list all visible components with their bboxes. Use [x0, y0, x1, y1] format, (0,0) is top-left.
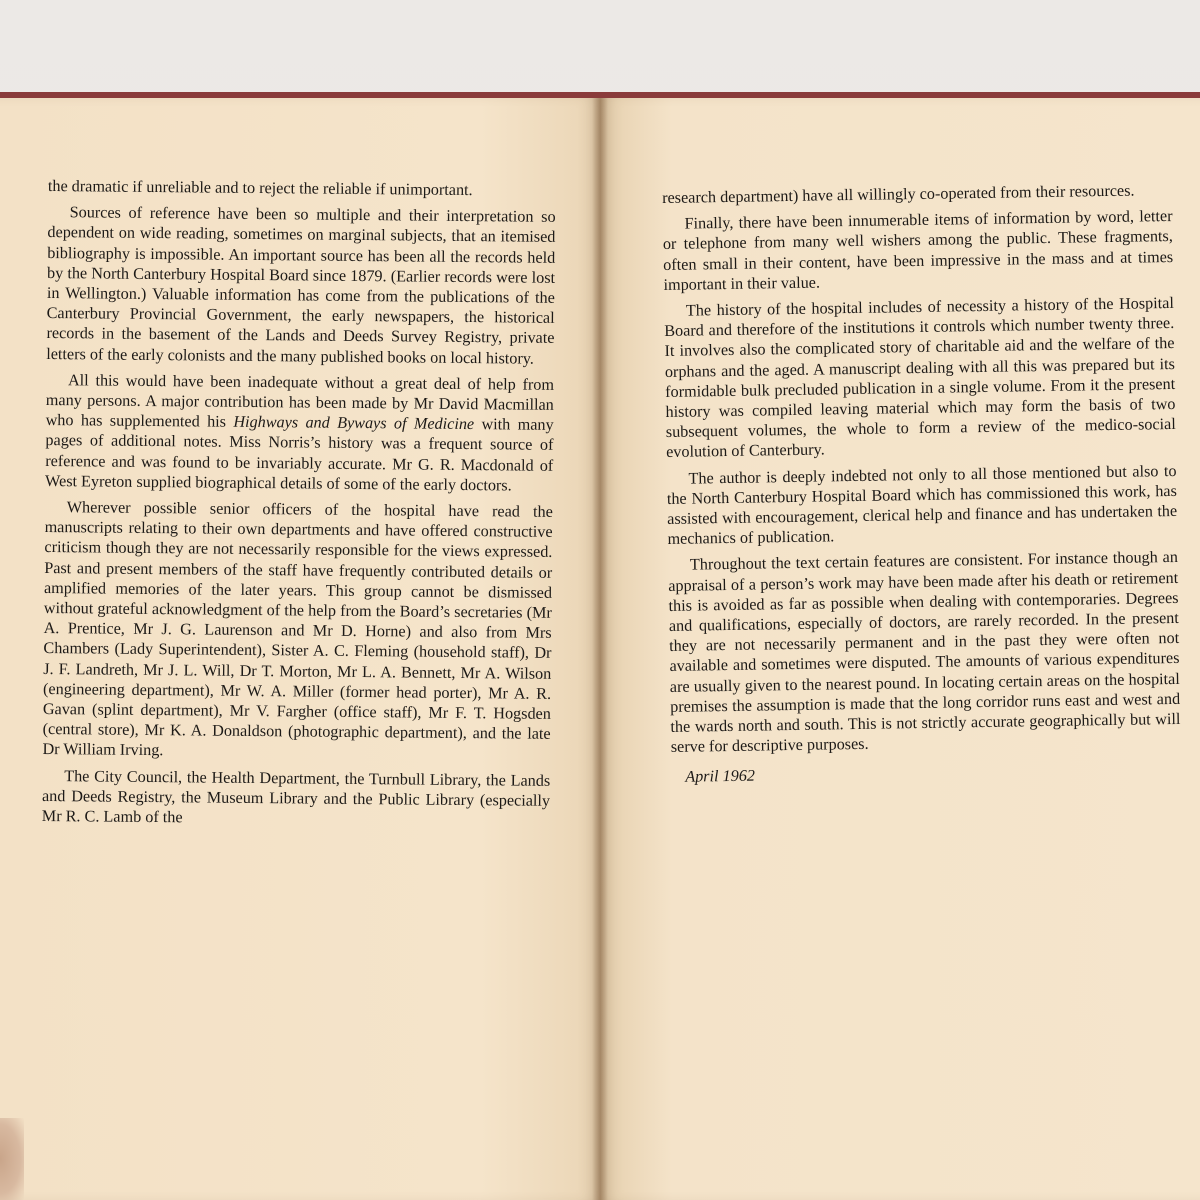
left-paragraph-5: The City Council, the Health Department, the Turnbull Library, the Lands and Deeds Registry, the Museum Library and the Public Library (especially Mr R. C. Lamb of the [41, 766, 551, 827]
left-paragraph-4: Wherever possible senior officers of the hospital have read the manuscripts relating to their own departments and have offered constructive criticism though they are not necessarily responsible for the views expressed. Past and present members of the staff have frequently contributed details or amplified memories of the later years. This group cannot be dismissed without grateful acknowledgment of the help from the Board’s secretaries (Mr A. Prentice, Mr J. G. Laurenson and Mr D. Horne) and also from Mrs Chambers (Lady Superintendent), Sister A. C. Fleming (household staff), Dr J. F. Landreth, Mr J. L. Will, Dr T. Morton, Mr L. A. Bennett, Mr A. Wilson (engineering department), Mr W. A. Miller (former head porter), Mr A. R. Gavan (splint department), Mr V. Fargher (office staff), Mr F. T. Hogsden (central store), Mr K. A. Donaldson (photographic department), and the late Dr William Irving. [42, 498, 553, 760]
left-page [0, 98, 600, 1200]
left-paragraph-3-cont: Miss Norris’s history was a frequent source of reference and was found to be invariably accurate. Mr G. R. Macdonald of West Eyreton supplied biographical details of some of the early doctors. [44, 433, 554, 495]
right-paragraph-3: The history of the hospital includes of necessity a history of the Hospital Board and therefore of the institutions it controls which number twenty three. It involves also the complicated story of charitable aid and the welfare of the orphans and the aged. A manuscript dealing with all this was prepared but its formidable bulk precluded publication in a single volume. From it the present history was compiled leaving material which may form the basis of two subsequent volumes, the whole to form a review of the medico-social evolution of Canterbury. [664, 293, 1176, 462]
right-paragraph-1: research department) have all willingly co-operated from their resources. [662, 181, 1135, 207]
left-paragraph-1: the dramatic if unreliable and to reject the reliable if unimportant. [47, 176, 473, 200]
right-paragraph-5: Throughout the text certain features are consistent. For instance though an appraisal of a person’s work may have been made after his death or retirement this is avoided as far as possible when dealing with contemporaries. Degrees and qualifications, especially of doctors, are rarely recorded. In the present they are not necessarily permanent and in the past they were often not available and sometimes were disputed. The amounts of various expenditures are usually given to the nearest pound. In locating certain areas on the hospital premises the assumption is made that the long corridor runs east and west and the wards north and south. This is not strictly accurate geographically but will serve for descriptive purposes. [668, 548, 1181, 757]
thumb [0, 1118, 24, 1200]
right-paragraph-4: The author is deeply indebted not only to all those mentioned but also to the North Canterbury Hospital Board which has commissioned this work, has assisted with encouragement, clerical help and finance and has undertaken the mechanics of publication. [666, 461, 1178, 549]
left-paragraph-3-end: with many pages of additional notes. [45, 415, 554, 452]
book-title-reference: Highways and Byways of Medicine [233, 413, 475, 434]
right-page [600, 98, 1200, 1200]
right-paragraph-2: Finally, there have been innumerable items of information by word, letter or telephone from many well wishers among the public. These fragments, often small in their content, have been impressive in the mass and at times important in their value. [662, 207, 1174, 294]
left-paragraph-2: Sources of reference have been so multiple and their interpretation so dependent on wide reading, sometimes on marginal subjects, that an itemised bibliography is impossible. An important source has been all the records held by the North Canterbury Hospital Board since 1879. (Earlier records were lost in Wellington.) Valuable information has come from the publications of the Canterbury Provincial Government, the early newspapers, the historical records in the basement of the Lands and Deeds Survey Registry, private letters of the early colonists and the many published books on local history. [46, 203, 556, 368]
left-page-text [42, 176, 556, 837]
dateline: April 1962 [685, 767, 756, 787]
book-spread [0, 98, 1200, 1200]
right-page-text [662, 180, 1181, 794]
left-paragraph-3-start: All this would have been inadequate without a great deal of help from many persons. A major contribution has been made by Mr David Macmillan who has supplemented his [45, 371, 555, 432]
book-gutter [592, 98, 608, 1200]
left-paragraph-3 [45, 370, 554, 496]
